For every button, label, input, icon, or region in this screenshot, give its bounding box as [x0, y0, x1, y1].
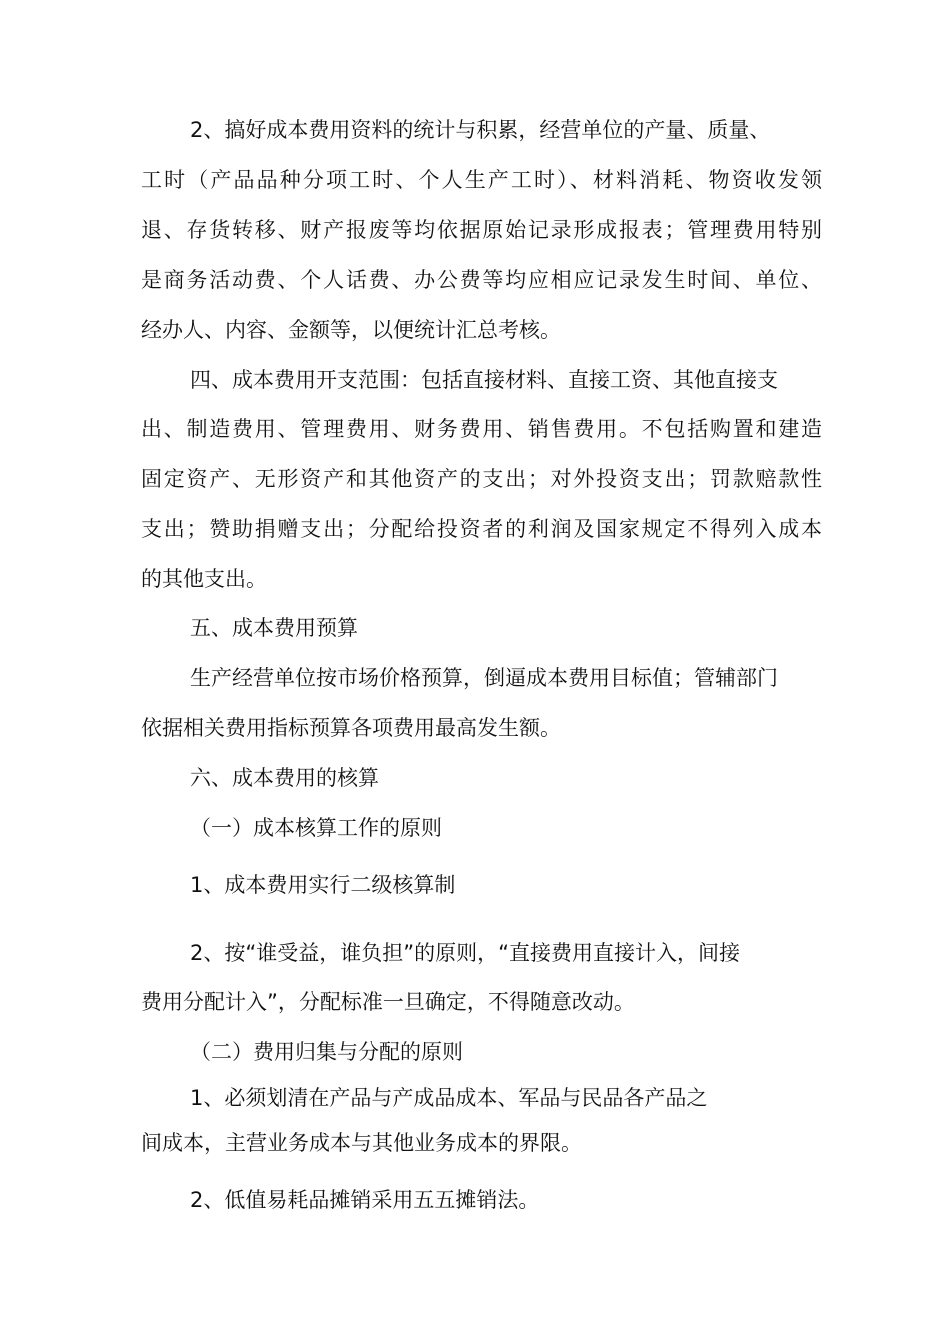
paragraph-line-12: 生产经营单位按市场价格预算，倒逼成本费用目标值；管辅部门 — [190, 666, 778, 690]
paragraph-line-7: 出、制造费用、管理费用、财务费用、销售费用。不包括购置和建造 — [141, 417, 822, 441]
paragraph-line-5: 经办人、内容、金额等，以便统计汇总考核。 — [141, 318, 561, 342]
paragraph-line-8: 固定资产、无形资产和其他资产的支出；对外投资支出；罚款赔款性 — [141, 467, 822, 491]
paragraph-line-6: 四、成本费用开支范围：包括直接材料、直接工资、其他直接支 — [190, 368, 778, 392]
paragraph-line-4: 是商务活动费、个人话费、办公费等均应相应记录发生时间、单位、 — [141, 268, 822, 292]
paragraph-line-3: 退、存货转移、财产报废等均依据原始记录形成报表；管理费用特别 — [141, 218, 822, 242]
list-item-1: 1、成本费用实行二级核算制 — [190, 873, 456, 897]
paragraph-line-9: 支出；赞助捐赠支出；分配给投资者的利润及国家规定不得列入成本 — [141, 517, 822, 541]
section-heading-budget: 五、成本费用预算 — [190, 616, 358, 640]
list-item-4: 2、低值易耗品摊销采用五五摊销法。 — [190, 1188, 540, 1212]
paragraph-line-18: 费用分配计入”，分配标准一旦确定，不得随意改动。 — [141, 990, 635, 1014]
paragraph-line-13: 依据相关费用指标预算各项费用最高发生额。 — [141, 716, 561, 740]
paragraph-line-2: 工时（产品品种分项工时、个人生产工时）、材料消耗、物资收发领 — [141, 168, 822, 192]
paragraph-line-10: 的其他支出。 — [141, 567, 267, 591]
list-item-3: 1、必须划清在产品与产成品成本、军品与民品各产品之 — [190, 1086, 708, 1110]
paragraph-line-1: 2、搞好成本费用资料的统计与积累，经营单位的产量、质量、 — [190, 118, 771, 142]
list-item-2: 2、按“谁受益，谁负担”的原则，“直接费用直接计入，间接 — [190, 941, 740, 965]
subsection-heading-allocation: （二）费用归集与分配的原则 — [190, 1040, 463, 1064]
paragraph-line-21: 间成本，主营业务成本与其他业务成本的界限。 — [141, 1131, 582, 1155]
section-heading-accounting: 六、成本费用的核算 — [190, 766, 379, 790]
subsection-heading-principles: （一）成本核算工作的原则 — [190, 816, 442, 840]
